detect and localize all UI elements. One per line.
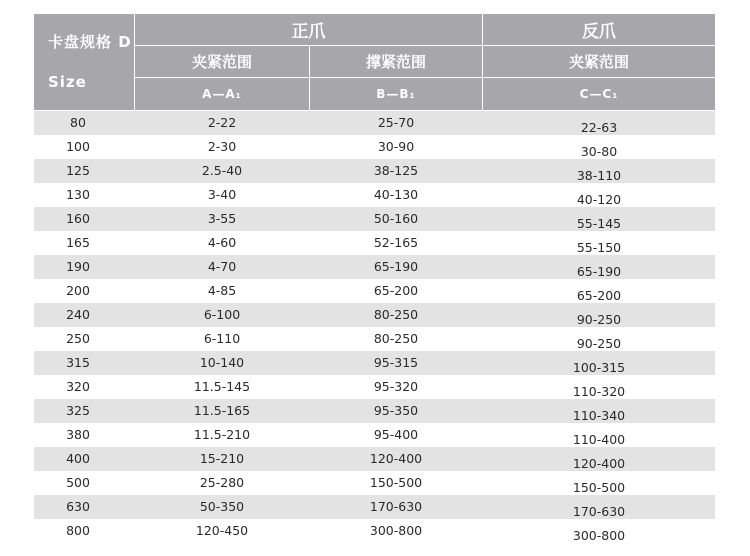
cell-reverse-clamp: 100-315 bbox=[572, 360, 626, 375]
table-row bbox=[34, 399, 715, 423]
cell-size: 165 bbox=[66, 235, 90, 250]
cell-reverse-clamp: 55-150 bbox=[576, 240, 622, 255]
cell-size: 325 bbox=[66, 403, 90, 418]
cell-expand: 80-250 bbox=[373, 331, 419, 346]
cell-reverse-clamp: 40-120 bbox=[576, 192, 622, 207]
cell-reverse-clamp: 55-145 bbox=[576, 216, 622, 231]
cell-clamp: 10-140 bbox=[199, 355, 245, 370]
cell-expand: 50-160 bbox=[373, 211, 419, 226]
table-row bbox=[34, 207, 715, 231]
table-row bbox=[34, 495, 715, 519]
cell-expand: 38-125 bbox=[373, 163, 419, 178]
table-row bbox=[34, 255, 715, 279]
table-row bbox=[34, 135, 715, 159]
header-code-b: B—B₁ bbox=[310, 78, 482, 110]
table-row bbox=[34, 519, 715, 543]
cell-expand: 40-130 bbox=[373, 187, 419, 202]
cell-expand: 95-320 bbox=[373, 379, 419, 394]
cell-reverse-clamp: 110-340 bbox=[572, 408, 626, 423]
header-front-jaw: 正爪 bbox=[135, 14, 482, 45]
cell-size: 400 bbox=[66, 451, 90, 466]
cell-clamp: 11.5-145 bbox=[193, 379, 251, 394]
cell-clamp: 50-350 bbox=[199, 499, 245, 514]
cell-size: 315 bbox=[66, 355, 90, 370]
cell-reverse-clamp: 170-630 bbox=[572, 504, 626, 519]
table-row bbox=[34, 375, 715, 399]
header-clamp-range-reverse: 夹紧范围 bbox=[483, 46, 715, 77]
cell-clamp: 3-55 bbox=[207, 211, 237, 226]
cell-clamp: 15-210 bbox=[199, 451, 245, 466]
cell-clamp: 3-40 bbox=[207, 187, 237, 202]
cell-reverse-clamp: 90-250 bbox=[576, 336, 622, 351]
table-row bbox=[34, 231, 715, 255]
table-row bbox=[34, 327, 715, 351]
table-row bbox=[34, 159, 715, 183]
cell-reverse-clamp: 300-800 bbox=[572, 528, 626, 543]
cell-clamp: 25-280 bbox=[199, 475, 245, 490]
table-row bbox=[34, 111, 715, 135]
header-code-c: C—C₁ bbox=[483, 78, 715, 110]
cell-reverse-clamp: 65-200 bbox=[576, 288, 622, 303]
table-row bbox=[34, 351, 715, 375]
table-row bbox=[34, 471, 715, 495]
cell-reverse-clamp: 30-80 bbox=[580, 144, 618, 159]
cell-size: 630 bbox=[66, 499, 90, 514]
cell-reverse-clamp: 110-320 bbox=[572, 384, 626, 399]
cell-expand: 170-630 bbox=[369, 499, 423, 514]
table-row bbox=[34, 183, 715, 207]
cell-clamp: 2.5-40 bbox=[201, 163, 243, 178]
cell-clamp: 4-60 bbox=[207, 235, 237, 250]
cell-expand: 95-315 bbox=[373, 355, 419, 370]
header-reverse-jaw: 反爪 bbox=[483, 14, 715, 45]
cell-expand: 25-70 bbox=[377, 115, 415, 130]
cell-size: 100 bbox=[66, 139, 90, 154]
header-expand-range: 撑紧范围 bbox=[310, 46, 482, 77]
cell-clamp: 4-85 bbox=[207, 283, 237, 298]
cell-size: 130 bbox=[66, 187, 90, 202]
cell-size: 190 bbox=[66, 259, 90, 274]
header-clamp-range: 夹紧范围 bbox=[135, 46, 309, 77]
header-size bbox=[34, 14, 134, 110]
cell-size: 240 bbox=[66, 307, 90, 322]
cell-reverse-clamp: 110-400 bbox=[572, 432, 626, 447]
cell-clamp: 4-70 bbox=[207, 259, 237, 274]
cell-clamp: 11.5-165 bbox=[193, 403, 251, 418]
cell-reverse-clamp: 90-250 bbox=[576, 312, 622, 327]
cell-size: 320 bbox=[66, 379, 90, 394]
header-size-cn: 卡盘规格 D bbox=[48, 33, 132, 51]
cell-expand: 95-350 bbox=[373, 403, 419, 418]
cell-expand: 52-165 bbox=[373, 235, 419, 250]
cell-size: 200 bbox=[66, 283, 90, 298]
cell-reverse-clamp: 120-400 bbox=[572, 456, 626, 471]
cell-reverse-clamp: 150-500 bbox=[572, 480, 626, 495]
table-row bbox=[34, 423, 715, 447]
table-row bbox=[34, 447, 715, 471]
cell-reverse-clamp: 22-63 bbox=[580, 120, 618, 135]
cell-size: 380 bbox=[66, 427, 90, 442]
table-row bbox=[34, 279, 715, 303]
cell-clamp: 2-30 bbox=[207, 139, 237, 154]
cell-size: 125 bbox=[66, 163, 90, 178]
table-body bbox=[34, 111, 715, 543]
cell-clamp: 6-100 bbox=[203, 307, 241, 322]
cell-reverse-clamp: 65-190 bbox=[576, 264, 622, 279]
table-row bbox=[34, 303, 715, 327]
cell-expand: 65-200 bbox=[373, 283, 419, 298]
cell-size: 80 bbox=[70, 115, 86, 130]
cell-size: 800 bbox=[66, 523, 90, 538]
cell-clamp: 2-22 bbox=[207, 115, 237, 130]
header-code-a: A—A₁ bbox=[135, 78, 309, 110]
header-size-en: Size bbox=[48, 73, 87, 91]
cell-expand: 150-500 bbox=[369, 475, 423, 490]
cell-reverse-clamp: 38-110 bbox=[576, 168, 622, 183]
cell-size: 160 bbox=[66, 211, 90, 226]
cell-clamp: 11.5-210 bbox=[193, 427, 251, 442]
cell-expand: 300-800 bbox=[369, 523, 423, 538]
cell-expand: 80-250 bbox=[373, 307, 419, 322]
cell-expand: 95-400 bbox=[373, 427, 419, 442]
cell-size: 250 bbox=[66, 331, 90, 346]
cell-clamp: 6-110 bbox=[203, 331, 241, 346]
cell-clamp: 120-450 bbox=[195, 523, 249, 538]
cell-expand: 30-90 bbox=[377, 139, 415, 154]
cell-expand: 65-190 bbox=[373, 259, 419, 274]
cell-expand: 120-400 bbox=[369, 451, 423, 466]
cell-size: 500 bbox=[66, 475, 90, 490]
